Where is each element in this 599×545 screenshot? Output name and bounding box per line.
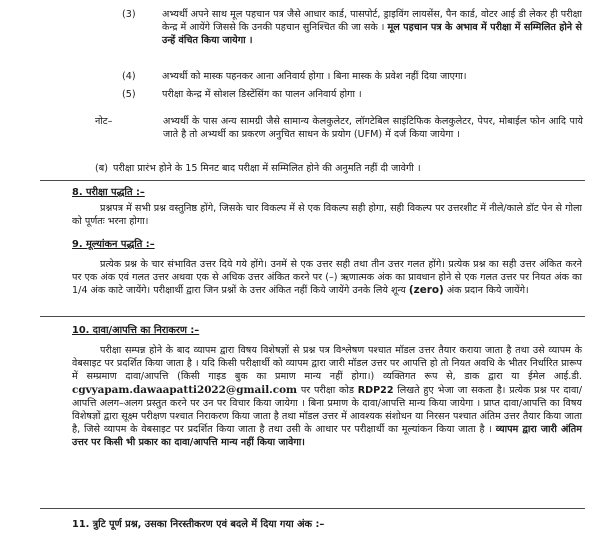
- mask-instruction: अभ्यर्थी को मास्क पहनकर आना अनिवार्य होगा । बिना मास्क के प्रवेश नहीं दिया जाएगा।: [162, 71, 467, 82]
- evaluation-text-part1: प्रत्येक प्रश्न के चार संभावित उत्तर दिये गये होंगे। उनमें से एक उत्तर सही तथा तीन उत्तर गलत होंगे। प्रत्येक प्रश्न का सही उत्तर अंकित करने पर एक अंक एवं गलत उत्तर अथवा एक से अधिक उत्तर अंकित करने पर (–) ऋणात्मक अंक का प्रावधान होने से एक गलत उत्तर पर नियत अंक का 1/4 अंक काटे जायेंगे। परीक्षार्थी द्वारा जिन प्रश्नों के उत्तर अंकित नहीं किये जायेंगे उनके लिये शून्य: [72, 259, 582, 297]
- claims-text-part2: लिखते हुए भेजा जा सकता है। प्रत्येक प्रश्न पर दावा/आपत्ति अलग–अलग प्रस्तुत करने पर उन पर विचार किया जायेगा । बिना प्रमाण के दावा/आपत्ति मान्य किया जायेगा । प्राप्त दावा/आपत्ति का विषय विशेषज्ञों द्वारा सूक्ष्म परीक्षण पश्चात निराकरण किया जाता है तथा मॉडल उत्तर में आवश्यक संशोधन या निरसन पश्चात अंतिम उत्तर तैयार किया जाता है, जिसे व्यापम के वेबसाइट पर प्रदर्शित किया जाता है तथा उसी के आधार पर परीक्षार्थी का मूल्यांकन किया जाता है ।: [72, 384, 582, 436]
- claims-objections-text: [72, 344, 582, 450]
- id-proof-warning: मूल पहचान पत्र के अभाव में परीक्षा में सम्मिलित होने से उन्हें वंचित किया जायेगा ।: [162, 22, 582, 47]
- evaluation-text: [72, 258, 582, 298]
- note-text: अभ्यर्थी के पास अन्य सामग्री जैसे सामान्य केलकुलेटर, लॉगटेबिल साइंटिफिक केलकुलेटर, पेपर, मोबाईल फोन आदि पाये जाते है तो अभ्यर्थी का प्रकरण अनुचित साधन के प्रयोग (UFM) में दर्ज किया जायेगा ।: [163, 116, 583, 141]
- id-proof-instruction: [162, 8, 582, 48]
- item-number: (5): [122, 89, 136, 100]
- section-divider: [40, 508, 585, 509]
- section-heading-erroneous-questions: [72, 518, 324, 531]
- section-divider: [40, 316, 585, 317]
- claims-text-mid: पर परीक्षा कोड: [297, 384, 358, 396]
- item-number: (4): [122, 71, 136, 82]
- exam-code: RDP22: [357, 384, 394, 396]
- final-answer-warning: व्यापम द्वारा जारी अंतिम उत्तर पर किसी भी प्रकार का दावा/आपत्ति मान्य नहीं किया जावेगा।: [72, 424, 582, 449]
- item-number: (3): [122, 9, 136, 20]
- section-heading-exam-pattern: 8. परीक्षा पद्धति :–: [72, 187, 145, 198]
- social-distancing-instruction: परीक्षा केन्द्र में सोशल डिस्टेंसिंग का पालन अनिवार्य होगा ।: [162, 89, 362, 100]
- zero-label: (zero): [408, 284, 444, 297]
- late-entry-instruction: परीक्षा प्रारंभ होने के 15 मिनट बाद परीक्षा में सम्मिलित होने की अनुमति नहीं दी जावेगी ।: [113, 163, 421, 174]
- claims-text-part1: परीक्षा सम्पन्न होने के बाद व्यापम द्वारा विषय विशेषज्ञों से प्रश्न पत्र विश्लेषण पश्चात मॉडल उत्तर तैयार कराया जाता है तथा उसे व्यापम के वेबसाइट पर प्रदर्शित किया जाता है । यदि किसी परीक्षार्थी को व्यापम द्वारा जारी मॉडल उत्तर पर आपत्ति हो तो नियत अवधि के भीतर निर्धारित प्रारूप में सम्प्रमाण दावा/आपत्ति (किसी गाइड बुक का प्रमाण मान्य नहीं होगा।) व्यक्तिगत रूप से, डाक द्वारा या ईमेल आई.डी.: [72, 345, 582, 383]
- evaluation-text-part2: अंक प्रदान किये जायेंगे।: [443, 285, 529, 297]
- section11-heading-text: 11. त्रुटि पूर्ण प्रश्न, उसका निरस्तीकरण एवं बदले में दिया गया अंक :–: [72, 519, 325, 530]
- note-label: नोट–: [95, 116, 113, 127]
- email-address: cgvyapam.dawaapatti2022@gmail.com: [72, 383, 298, 396]
- item-number: (ब): [95, 163, 108, 174]
- section-heading-claims-objections: 10. दावा/आपत्ति का निराकरण :–: [72, 325, 200, 336]
- exam-pattern-text: प्रश्नपत्र में सभी प्रश्न वस्तुनिष्ठ होंगे, जिसके चार विकल्प में से एक विकल्प सही होगा, सही विकल्प पर उत्तरशीट में नीले/काले डॉट पेन से गोला को पूर्णतः भरना होगा।: [72, 203, 582, 228]
- id-proof-text: अभ्यर्थी अपने साथ मूल पहचान पत्र जैसे आधार कार्ड, पासपोर्ट, ड्राइविंग लायसेंस, पैन कार्ड, वोटर आई डी लेकर ही परीक्षा केन्द्र में आयेंगे जिससे कि उनकी पहचान सुनिश्चित की जा सके ।: [162, 9, 582, 34]
- section-divider: [40, 180, 585, 181]
- section-heading-evaluation: 9. मूल्यांकन पद्धति :–: [72, 239, 155, 250]
